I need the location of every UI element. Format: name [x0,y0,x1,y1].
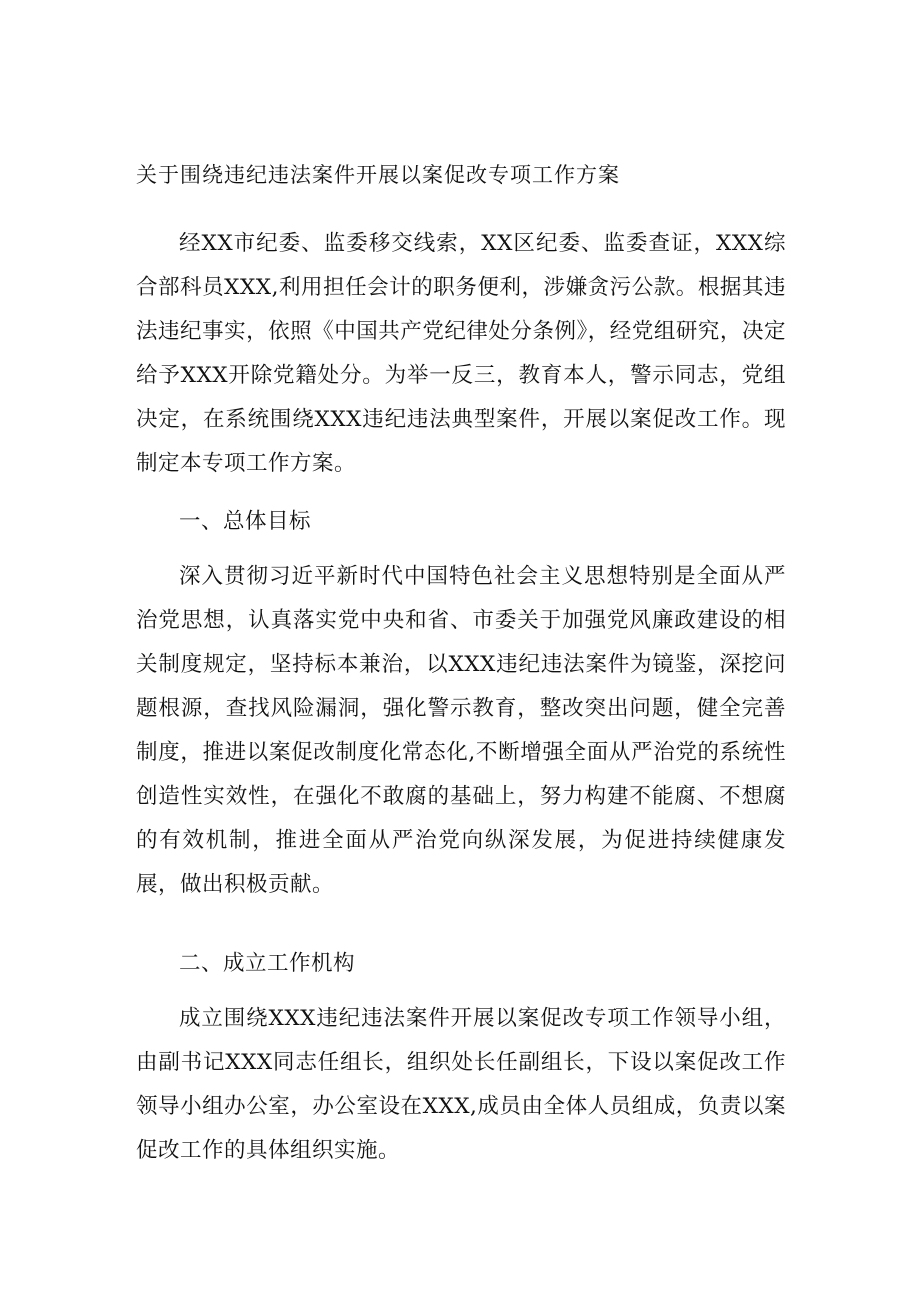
section-1-heading-block [136,500,786,544]
section-1-body-block [136,555,786,907]
section-paragraph-working-body: 成立围绕XXX违纪违法案件开展以案促改专项工作领导小组，由副书记XXX同志任组长，组织处长任副组长，下设以案促改工作领导小组办公室，办公室设在XXX,成员由全体人员组成，负责以案促改工作的具体组织实施。 [136,1006,786,1163]
document-title: 关于围绕违纪违法案件开展以案促改专项工作方案 [136,163,620,187]
section-2-heading-block [136,942,786,986]
section-heading-overall-goal: 一、总体目标 [179,509,312,534]
section-heading-working-body: 二、成立工作机构 [179,951,356,976]
section-paragraph-overall-goal: 深入贯彻习近平新时代中国特色社会主义思想特别是全面从严治党思想，认真落实党中央和省、市委关于加强党风廉政建设的相关制度规定，坚持标本兼治，以XXX违纪违法案件为镜鉴，深挖问题根源，查找风险漏洞，强化警示教育，整改突出问题，健全完善制度，推进以案促改制度化常态化,不断增强全面从严治党的系统性创造性实效性，在强化不敢腐的基础上，努力构建不能腐、不想腐的有效机制，推进全面从严治党向纵深发展，为促进持续健康发展，做出积极贡献。 [136,564,786,897]
section-2-body-block [136,997,786,1173]
intro-paragraph: 经XX市纪委、监委移交线索，XX区纪委、监委查证，XXX综合部科员XXX,利用担任会计的职务便利，涉嫌贪污公款。根据其违法违纪事实，依照《中国共产党纪律处分条例》，经党组研究，决定给予XXX开除党籍处分。为举一反三，教育本人，警示同志，党组决定，在系统围绕XXX违纪违法典型案件，开展以案促改工作。现制定本专项工作方案。 [136,231,786,476]
intro-section [136,222,786,486]
